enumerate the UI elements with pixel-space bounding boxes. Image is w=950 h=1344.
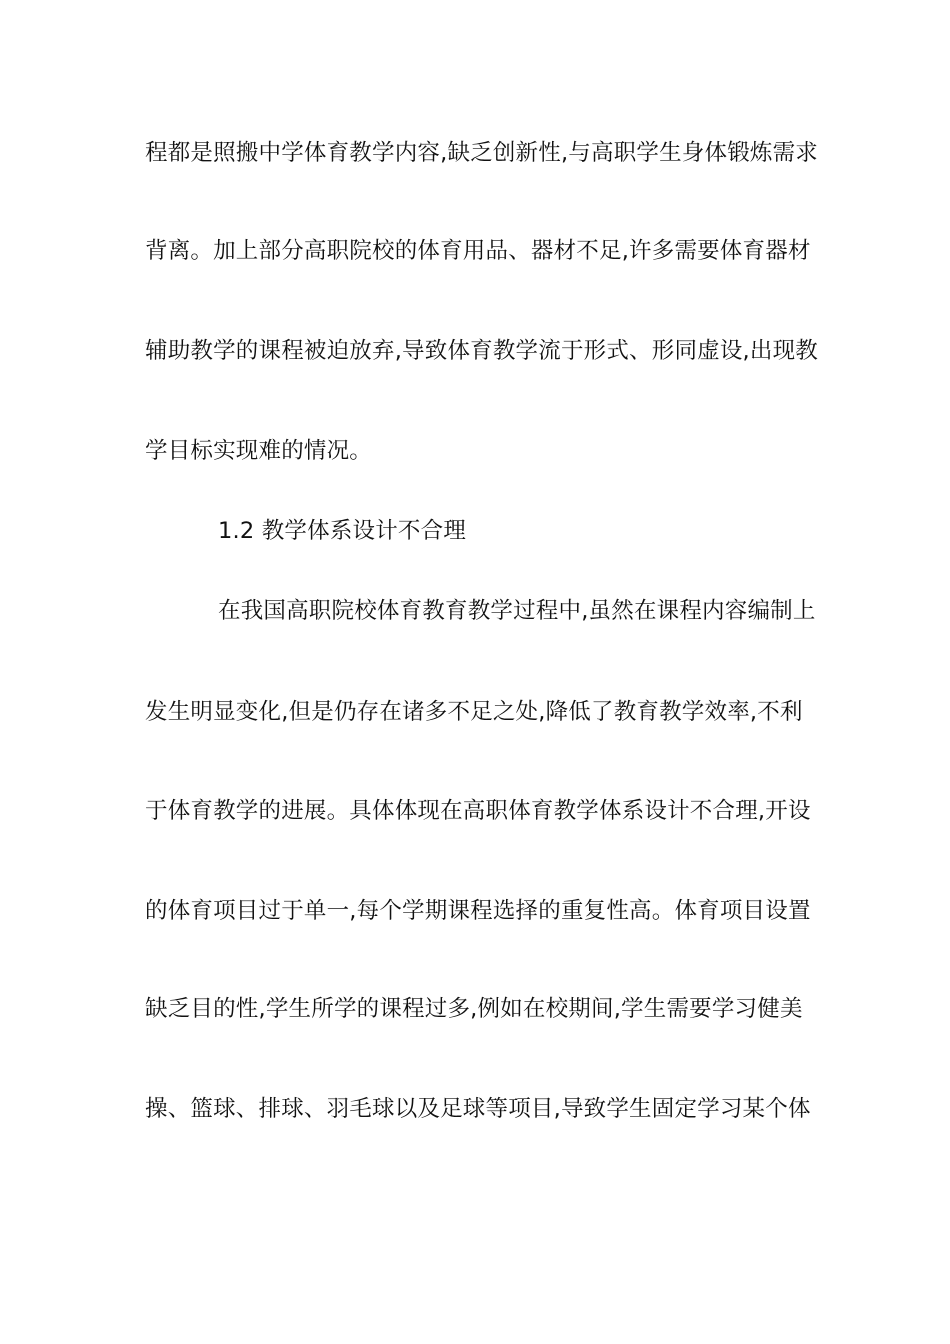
paragraph-line: 的体育项目过于单一,每个学期课程选择的重复性高。体育项目设置 xyxy=(145,898,811,924)
text-line: 辅助教学的课程被迫放弃,导致体育教学流于形式、形同虚设,出现教 xyxy=(145,338,819,364)
text-line: 背离。加上部分高职院校的体育用品、器材不足,许多需要体育器材 xyxy=(145,238,811,264)
paragraph-line: 操、篮球、排球、羽毛球以及足球等项目,导致学生固定学习某个体 xyxy=(145,1096,811,1122)
paragraph-line: 发生明显变化,但是仍存在诸多不足之处,降低了教育教学效率,不利 xyxy=(145,699,803,725)
section-heading: 1.2 教学体系设计不合理 xyxy=(218,518,467,544)
paragraph-line: 于体育教学的进展。具体体现在高职体育教学体系设计不合理,开设 xyxy=(145,798,811,824)
text-line: 程都是照搬中学体育教学内容,缺乏创新性,与高职学生身体锻炼需求 xyxy=(145,140,819,166)
paragraph-line: 缺乏目的性,学生所学的课程过多,例如在校期间,学生需要学习健美 xyxy=(145,996,803,1022)
text-line: 学目标实现难的情况。 xyxy=(145,438,373,464)
paragraph-line: 在我国高职院校体育教育教学过程中,虽然在课程内容编制上 xyxy=(218,598,816,624)
